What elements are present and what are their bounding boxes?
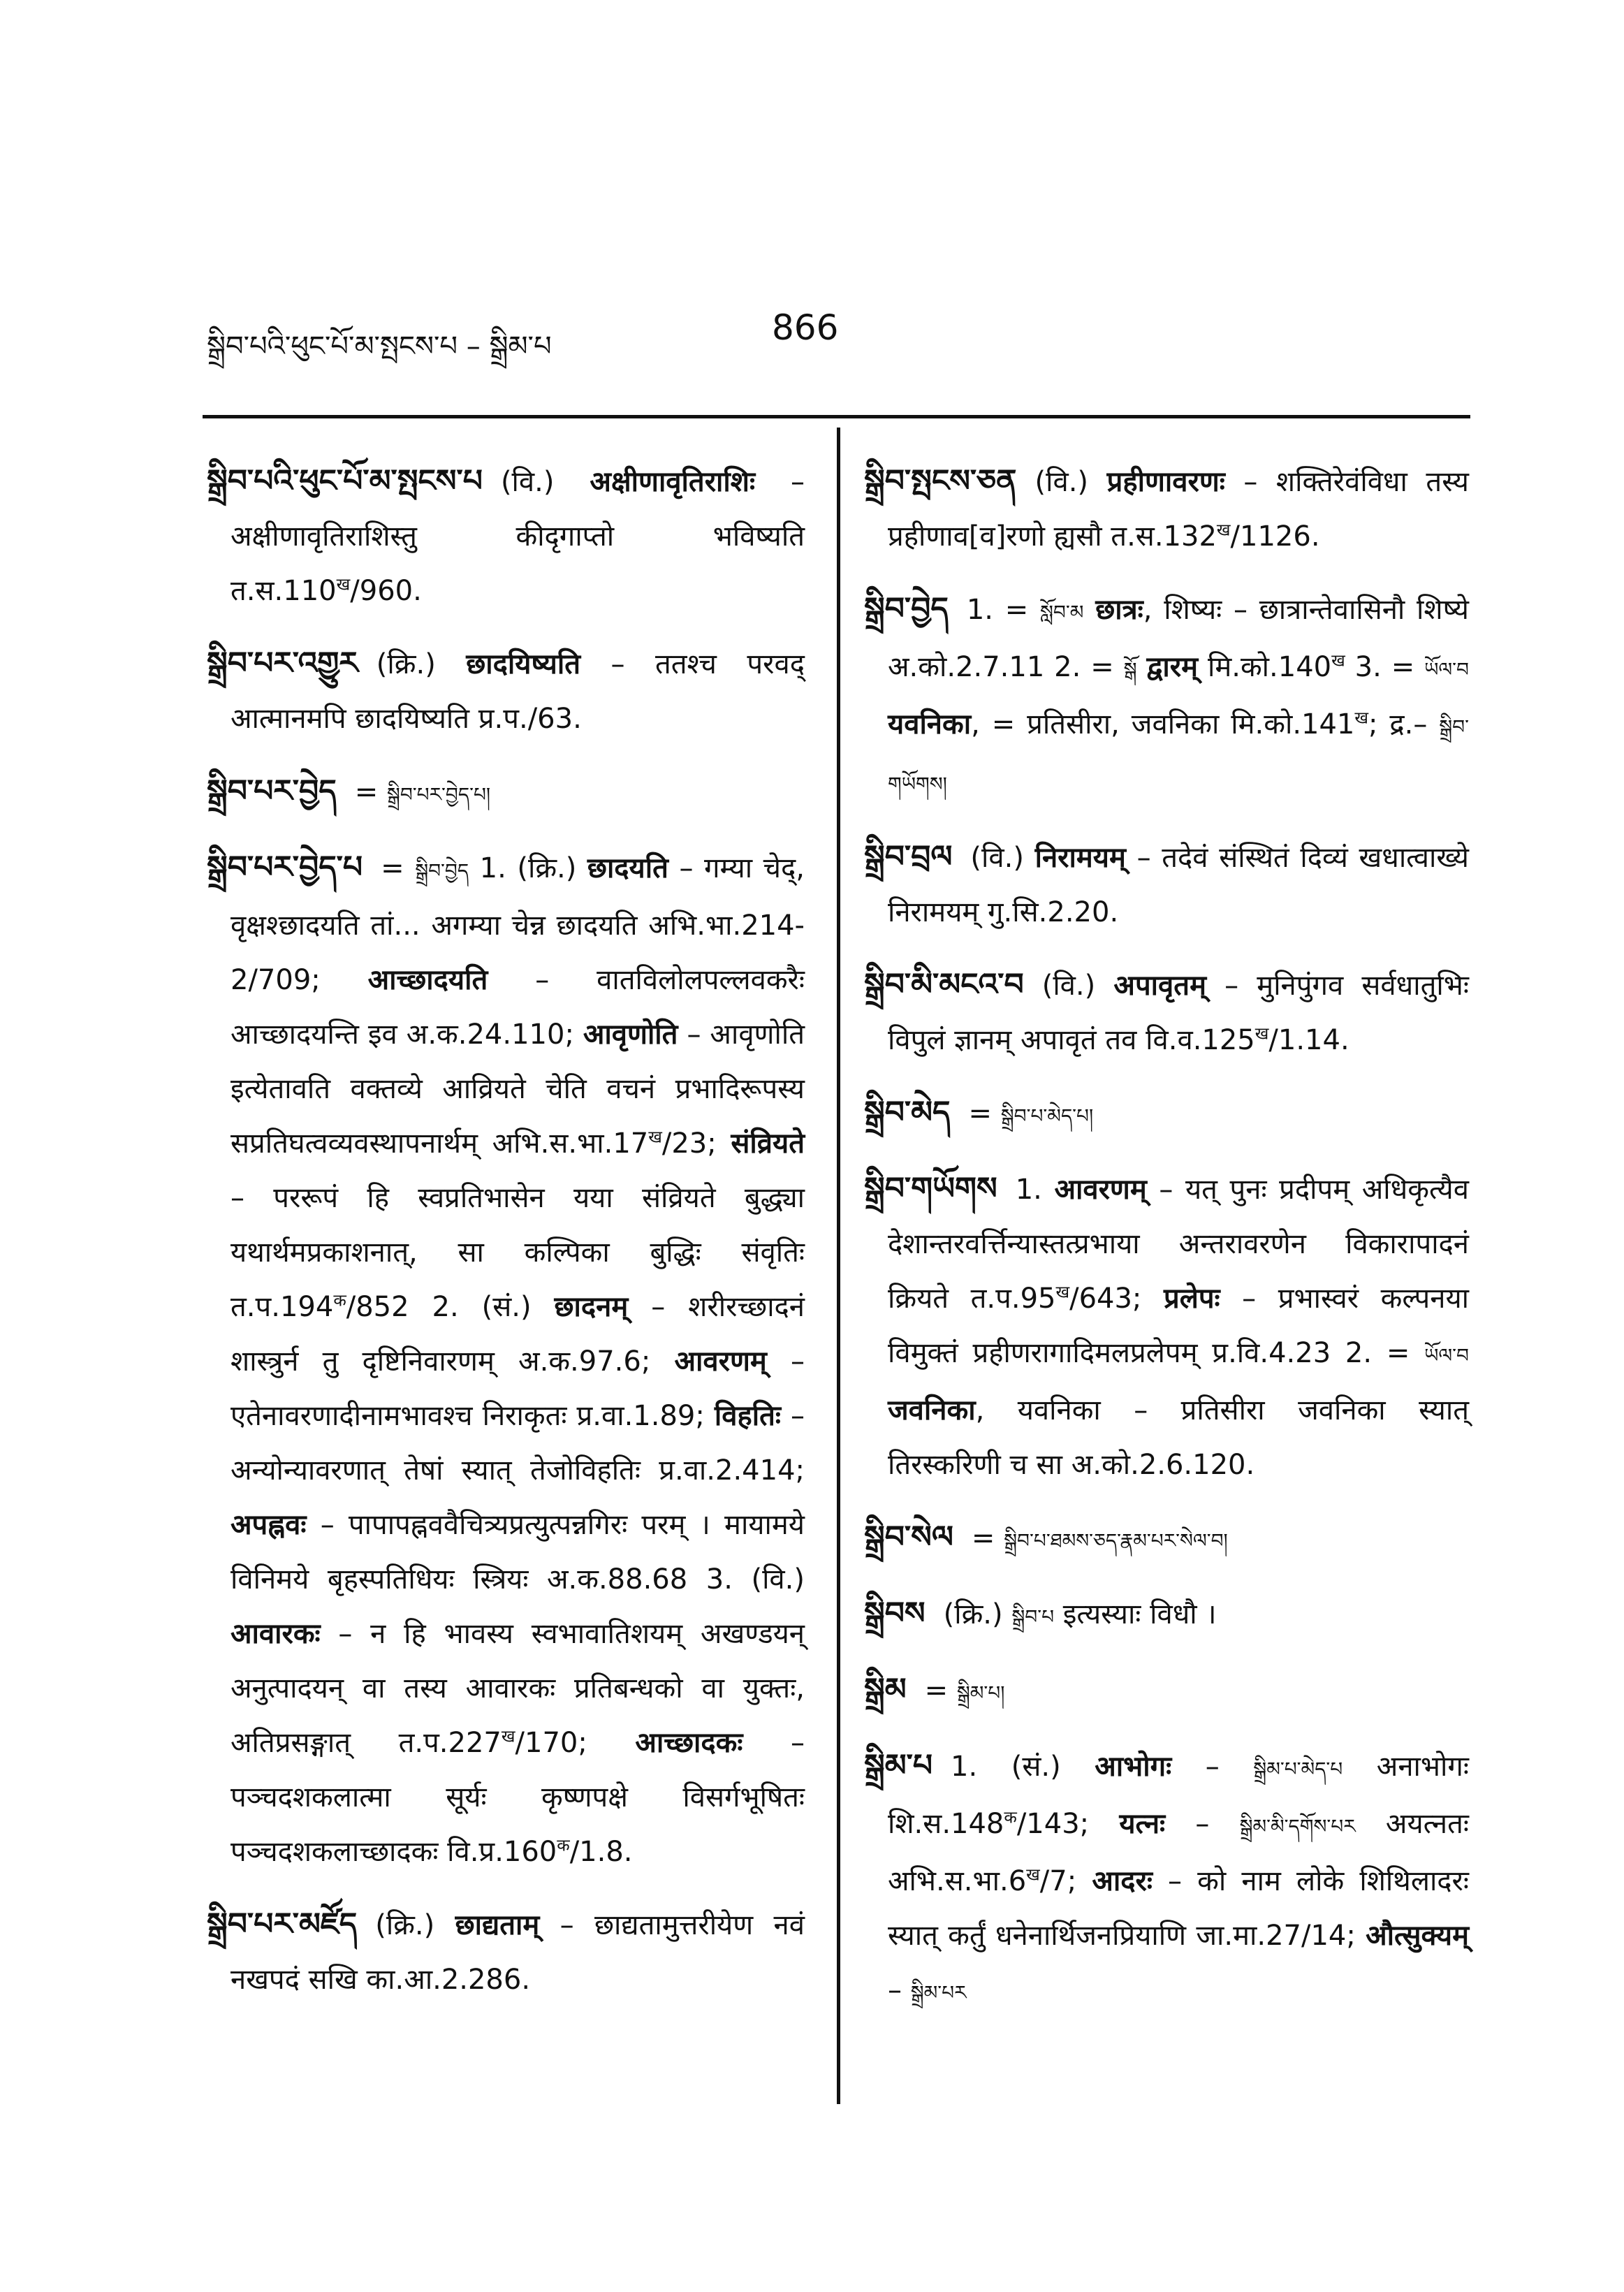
sanskrit-equivalent: आवरणम् bbox=[674, 1345, 767, 1378]
definition-text: /143; bbox=[1016, 1808, 1120, 1840]
definition-text: – पररूपं हि स्वप्रतिभासेन यया संव्रियते बुद्ध्या यथार्थमप्रकाशनात्, सा कल्पिका बुद्धिः संवृतिः त.प.194 bbox=[231, 1182, 805, 1323]
definition-text: (वि.) bbox=[500, 466, 590, 498]
definition-text: – छाद्यतामुत्तरीयेण नवं नखपदं सखि का.आ.2.286. bbox=[231, 1909, 805, 1996]
sanskrit-equivalent: अपह्नवः bbox=[231, 1509, 307, 1541]
definition-text: – न हि भावस्य स्वभावातिशयम् अखण्डयन् अनुत्पादयन् वा तस्य आवारकः प्रतिबन्धको वा युक्तः, अतिप्रसङ्गात् त.प.227 bbox=[231, 1618, 805, 1759]
folio-side-superscript: क bbox=[333, 1290, 346, 1311]
sanskrit-equivalent: आभोगः bbox=[1095, 1751, 1172, 1783]
definition-text: ; द्र.– bbox=[1368, 708, 1440, 740]
definition-text: (वि.) bbox=[1034, 466, 1107, 498]
sanskrit-equivalent: जवनिका bbox=[888, 1394, 976, 1426]
definition-text: – bbox=[1165, 1808, 1240, 1840]
tibetan-crossref: སྒྲིབ་པ་ཐམས་ཅད་རྣམ་པར་སེལ་བ། bbox=[1004, 1529, 1228, 1552]
sanskrit-equivalent: छाद्यताम् bbox=[455, 1909, 540, 1941]
tibetan-crossref: སྒྲིབ་གཡོགས། bbox=[888, 715, 1469, 796]
definition-text: – प्रभास्वरं कल्पनया विमुक्तं प्रहीणरागादिमलप्रलेपम् प्र.वि.4.23 2. = bbox=[888, 1283, 1470, 1369]
sanskrit-equivalent: आवरणम् bbox=[1054, 1174, 1147, 1206]
sanskrit-equivalent: आवृणोति bbox=[583, 1019, 678, 1051]
sanskrit-equivalent: छादनम् bbox=[554, 1291, 629, 1323]
definition-text: – गम्या चेद्, वृक्षश्छादयति तां... अगम्या चेन्न छादयति अभि.भा.214-2/709; bbox=[231, 852, 805, 996]
definition-text: (क्रि.) bbox=[375, 1909, 455, 1941]
definition-text: /1.8. bbox=[569, 1836, 633, 1868]
definition-text: मि.को.140 bbox=[1198, 651, 1332, 683]
dictionary-entry bbox=[864, 1663, 1469, 1721]
right-column bbox=[864, 454, 1469, 2038]
page-number: 866 bbox=[772, 307, 839, 348]
entry-headword: སྒྲིབ་མི་མངའ་བ bbox=[864, 967, 1024, 1002]
definition-text: – bbox=[1171, 1751, 1254, 1783]
tibetan-crossref: སྒྲིམ་པ་མེད་པ bbox=[1253, 1758, 1343, 1781]
dictionary-entry bbox=[864, 1510, 1469, 1568]
definition-text: – अक्षीणावृतिराशिस्तु कीदृगाप्तो भविष्यति त.स.110 bbox=[231, 466, 805, 607]
entry-headword: སྒྲིབ་པའི་ཕུང་པོ་མ་སྤངས་པ bbox=[207, 463, 483, 499]
definition-text: /1126. bbox=[1230, 520, 1320, 553]
tibetan-crossref: སློབ་མ bbox=[1040, 601, 1084, 624]
folio-side-superscript: ख bbox=[1026, 1864, 1040, 1885]
dictionary-entry bbox=[864, 1162, 1469, 1492]
definition-text: (वि.) bbox=[1041, 970, 1114, 1002]
dictionary-entry bbox=[207, 1897, 805, 2007]
dictionary-entry bbox=[864, 454, 1469, 564]
definition-text: – आवृणोति इत्येतावति वक्तव्ये आव्रियते चेति वचनं प्रभादिरूपस्य सप्रतिघत्वव्यवस्थापनार्थम् अभि.स.भा.17 bbox=[231, 1019, 805, 1160]
entry-headword: སྒྲིབ་བྱེད bbox=[864, 591, 949, 627]
definition-text: /23; bbox=[661, 1127, 731, 1160]
tibetan-crossref: སྒྲིབ་པ་མེད་པ། bbox=[1000, 1104, 1094, 1127]
tibetan-crossref: སྒྲིབ་པར་བྱེད་པ། bbox=[386, 783, 491, 806]
definition-text: – को नाम लोके शिथिलादरः स्यात् कर्तुं धनेनार्थिजनप्रियाणि जा.मा.27/14; bbox=[888, 1865, 1469, 1952]
folio-side-superscript: ख bbox=[1254, 1023, 1269, 1044]
entry-headword: སྒྲིབ་གཡོགས bbox=[864, 1171, 997, 1206]
definition-text: , यवनिका – प्रतिसीरा जवनिका स्यात् तिरस्करिणी च सा अ.को.2.6.120. bbox=[888, 1394, 1469, 1481]
definition-text: , शिष्यः – छात्रान्तेवासिनौ शिष्ये अ.को.2.7.11 2. = bbox=[888, 594, 1470, 683]
dictionary-entry bbox=[864, 1586, 1469, 1644]
definition-text: /1.14. bbox=[1268, 1024, 1349, 1056]
dictionary-entry bbox=[864, 582, 1469, 812]
sanskrit-equivalent: छादयिष्यति bbox=[466, 648, 581, 680]
entry-headword: སྒྲིབ་སྤངས་ཅན bbox=[864, 463, 1017, 499]
definition-text: – पापापह्नववैचित्र्यप्रत्युत्पन्नगिरः परम् । मायामये विनिमये बृहस्पतिधियः स्त्रियः अ.क.88.68 3. (वि.) bbox=[231, 1509, 805, 1596]
entry-headword: སྒྲིམ་པ bbox=[864, 1748, 933, 1783]
definition-text: – शरीरच्छादनं शास्त्रुर्न तु दृष्टिनिवारणम् अ.क.97.6; bbox=[231, 1291, 805, 1378]
definition-text: – शक्तिरेवंविधा तस्य प्रहीणाव[व]रणो ह्यसौ त.स.132 bbox=[888, 466, 1469, 553]
entry-headword: སྒྲིབ་བྲལ bbox=[864, 839, 953, 875]
definition-text: 1. bbox=[1015, 1174, 1055, 1206]
definition-text bbox=[1083, 594, 1095, 626]
folio-side-superscript: ख bbox=[336, 574, 351, 594]
definition-text: इत्यस्याः विधौ । bbox=[1054, 1598, 1217, 1630]
definition-text: 3. = bbox=[1345, 651, 1425, 683]
definition-text: = bbox=[924, 1674, 957, 1707]
tibetan-crossref: ཡོལ་བ bbox=[1424, 658, 1469, 681]
definition-text: (क्रि.) bbox=[943, 1598, 1012, 1630]
definition-text: (वि.) bbox=[970, 842, 1035, 874]
sanskrit-equivalent: औत्सुक्यम् bbox=[1366, 1920, 1469, 1952]
sanskrit-equivalent: प्रलेपः bbox=[1163, 1283, 1220, 1315]
header-rule bbox=[203, 415, 1470, 418]
entry-headword: སྒྲིབས bbox=[864, 1596, 926, 1631]
entry-headword: སྒྲིབ་པར་བྱེད་པ bbox=[207, 849, 363, 885]
left-column bbox=[207, 454, 805, 2025]
folio-side-superscript: ख bbox=[648, 1127, 662, 1147]
sanskrit-equivalent: यत्नः bbox=[1119, 1808, 1166, 1840]
folio-side-superscript: ख bbox=[501, 1726, 515, 1746]
definition-text: 1. (क्रि.) bbox=[469, 852, 587, 884]
dictionary-entry bbox=[864, 958, 1469, 1067]
sanskrit-equivalent: आच्छादयति bbox=[367, 964, 488, 996]
definition-text: (क्रि.) bbox=[376, 648, 467, 680]
folio-side-superscript: ख bbox=[1216, 520, 1231, 540]
dictionary-entry bbox=[864, 830, 1469, 940]
sanskrit-equivalent: यवनिका bbox=[888, 708, 972, 740]
running-head: སྒྲིབ་པའི་ཕུང་པོ་མ་སྤངས་པ – སྒྲིམ་པ bbox=[207, 330, 552, 363]
sanskrit-equivalent: छादयति bbox=[587, 852, 668, 884]
definition-text: 1. (सं.) bbox=[951, 1751, 1095, 1783]
entry-headword: སྒྲིབ་པར་འགྱུར bbox=[207, 645, 358, 681]
entry-headword: སྒྲིབ་པར་བྱེད bbox=[207, 773, 337, 809]
definition-text: /643; bbox=[1069, 1283, 1164, 1315]
definition-text: /170; bbox=[515, 1727, 636, 1759]
definition-text: – तदेवं संस्थितं दिव्यं खधात्वाख्ये निरामयम् गु.सि.2.20. bbox=[888, 842, 1469, 928]
tibetan-crossref: སྒྲིམ་པར bbox=[910, 1981, 967, 2004]
sanskrit-equivalent: द्वारम् bbox=[1146, 651, 1199, 683]
dictionary-entry bbox=[864, 1739, 1469, 2020]
definition-text: – bbox=[888, 1974, 911, 2006]
definition-text: – पञ्चदशकलात्मा सूर्यः कृष्णपक्षे विसर्गभूषितः पञ्चदशकलाच्छादकः वि.प्र.160 bbox=[231, 1727, 805, 1868]
definition-text: = bbox=[354, 776, 387, 808]
entry-headword: སྒྲིབ་པར་མཛོད bbox=[207, 1906, 358, 1942]
dictionary-entry bbox=[864, 1086, 1469, 1144]
definition-text: /7; bbox=[1039, 1865, 1092, 1897]
sanskrit-equivalent: प्रहीणावरणः bbox=[1106, 466, 1225, 498]
definition-text: – वातविलोलपल्लवकरैः आच्छादयन्ति इव अ.क.24.110; bbox=[231, 964, 805, 1051]
sanskrit-equivalent: अपावृतम् bbox=[1113, 970, 1206, 1002]
definition-text: – यत् पुनः प्रदीपम् अधिकृत्यैव देशान्तरवर्त्तिन्यास्तत्प्रभाया अन्तरावरणेन विकारापादनं क्रियते त.प.95 bbox=[888, 1174, 1469, 1315]
folio-side-superscript: क bbox=[557, 1835, 570, 1855]
tibetan-crossref: སྒྲིམ་པ། bbox=[956, 1681, 1005, 1705]
tibetan-crossref: སྒྲིམ་མི་དགོས་པར bbox=[1239, 1815, 1356, 1838]
tibetan-crossref: སྒྲིབ་པ bbox=[1011, 1605, 1055, 1628]
definition-text bbox=[1137, 651, 1147, 683]
definition-text: – एतेनावरणादीनामभावश्च निराकृतः प्र.वा.1.89; bbox=[231, 1345, 805, 1432]
sanskrit-equivalent: विहतिः bbox=[714, 1400, 781, 1432]
definition-text: – ततश्च परवद् आत्मानमपि छादयिष्यति प्र.प./63. bbox=[231, 648, 805, 735]
column-divider bbox=[837, 428, 840, 2104]
definition-text: अयत्नतः अभि.स.भा.6 bbox=[888, 1808, 1469, 1897]
definition-text: = bbox=[381, 852, 416, 884]
folio-side-superscript: ख bbox=[1055, 1282, 1070, 1302]
definition-text: /852 2. (सं.) bbox=[346, 1291, 555, 1323]
definition-text: /960. bbox=[350, 575, 422, 607]
entry-headword: སྒྲིབ་མེད bbox=[864, 1095, 951, 1130]
sanskrit-equivalent: संव्रियते bbox=[731, 1127, 805, 1160]
sanskrit-equivalent: अक्षीणावृतिराशिः bbox=[590, 466, 756, 498]
definition-text: – अन्योन्यावरणात् तेषां स्यात् तेजोविहतिः प्र.वा.2.414; bbox=[231, 1400, 805, 1487]
sanskrit-equivalent: आदरः bbox=[1092, 1865, 1153, 1897]
definition-text: = bbox=[968, 1097, 1001, 1130]
entry-headword: སྒྲིམ bbox=[864, 1672, 907, 1707]
definition-text: – मुनिपुंगव सर्वधातुभिः विपुलं ज्ञानम् अपावृतं तव वि.व.125 bbox=[888, 970, 1469, 1056]
folio-side-superscript: ख bbox=[1331, 650, 1345, 671]
sanskrit-equivalent: निरामयम् bbox=[1034, 842, 1126, 874]
definition-text: = bbox=[971, 1522, 1004, 1554]
definition-text: अनाभोगः शि.स.148 bbox=[888, 1751, 1469, 1840]
dictionary-entry bbox=[207, 840, 805, 1879]
tibetan-crossref: ཡོལ་བ bbox=[1424, 1344, 1469, 1367]
tibetan-crossref: སྒྲིབ་བྱེད bbox=[415, 859, 469, 882]
dictionary-entry bbox=[207, 454, 805, 618]
sanskrit-equivalent: आवारकः bbox=[231, 1618, 321, 1650]
sanskrit-equivalent: आच्छादकः bbox=[635, 1727, 743, 1759]
dictionary-entry bbox=[207, 764, 805, 822]
tibetan-crossref: སྒོ bbox=[1123, 658, 1137, 681]
definition-text: 1. = bbox=[966, 594, 1041, 626]
entry-headword: སྒྲིབ་སེལ bbox=[864, 1519, 953, 1555]
folio-side-superscript: क bbox=[1004, 1807, 1017, 1827]
dictionary-entry bbox=[207, 636, 805, 746]
definition-text: , = प्रतिसीरा, जवनिका मि.को.141 bbox=[971, 708, 1355, 740]
folio-side-superscript: ख bbox=[1354, 708, 1369, 728]
sanskrit-equivalent: छात्रः bbox=[1095, 594, 1143, 626]
